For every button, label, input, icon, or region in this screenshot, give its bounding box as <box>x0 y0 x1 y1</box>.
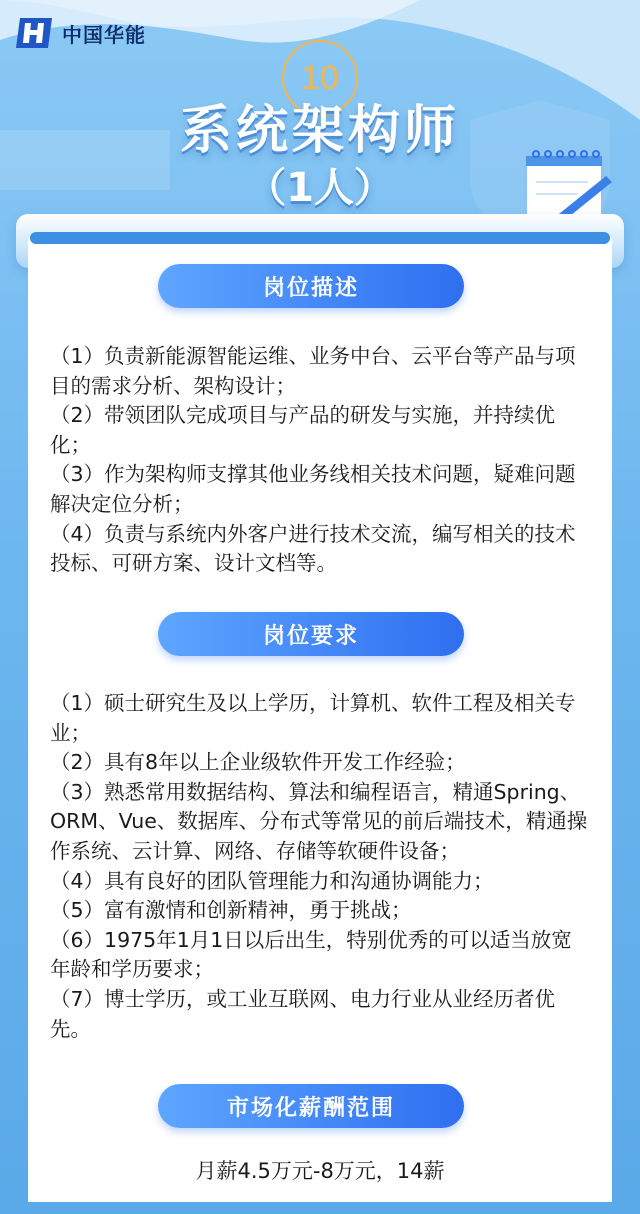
list-item: （1）负责新能源智能运维、业务中台、云平台等产品与项目的需求分析、架构设计； <box>50 344 576 398</box>
section-heading-salary: 市场化薪酬范围 <box>158 1084 464 1128</box>
list-item: （2）带领团队完成项目与产品的研发与实施，并持续优化； <box>50 403 556 457</box>
list-item: （7）博士学历，或工业互联网、电力行业从业经历者优先。 <box>50 986 556 1041</box>
list-item: （3）作为架构师支撑其他业务线相关技术问题，疑难问题解决定位分析； <box>50 462 576 516</box>
requirements-list <box>50 689 590 1044</box>
huaneng-logo-icon <box>14 16 54 50</box>
headcount: （1人） <box>246 165 394 211</box>
section-heading-description: 岗位描述 <box>158 264 464 308</box>
list-item: （1）硕士研究生及以上学历，计算机、软件工程及相关专业； <box>50 691 576 745</box>
list-item: （2）具有8年以上企业级软件开发工作经验； <box>50 750 466 775</box>
list-item: （4）具有良好的团队管理能力和沟通协调能力； <box>50 868 494 893</box>
brand-name: 中国华能 <box>62 22 146 47</box>
tray-slot <box>30 232 610 244</box>
section-heading-requirements: 岗位要求 <box>158 612 464 656</box>
brand-logo <box>14 16 146 50</box>
list-item: （6）1975年1月1日以后出生，特别优秀的可以适当放宽年龄和学历要求； <box>50 927 572 982</box>
list-item: （4）负责与系统内外客户进行技术交流，编写相关的技术投标、可研方案、设计文档等。 <box>50 521 576 576</box>
list-item: （5）富有激情和创新精神，勇于挑战； <box>50 898 412 923</box>
list-item: （3）熟悉常用数据结构、算法和编程语言，精通Spring、ORM、Vue、数据库、分布式等常见的前后端技术，精通操作系统、云计算、网络、存储等软硬件设备； <box>50 779 588 863</box>
description-list <box>50 342 590 579</box>
salary-text: 月薪4.5万元-8万元，14薪 <box>195 1159 445 1183</box>
page-title: 系统架构师 <box>179 101 460 161</box>
position-number: 10 <box>282 40 358 116</box>
